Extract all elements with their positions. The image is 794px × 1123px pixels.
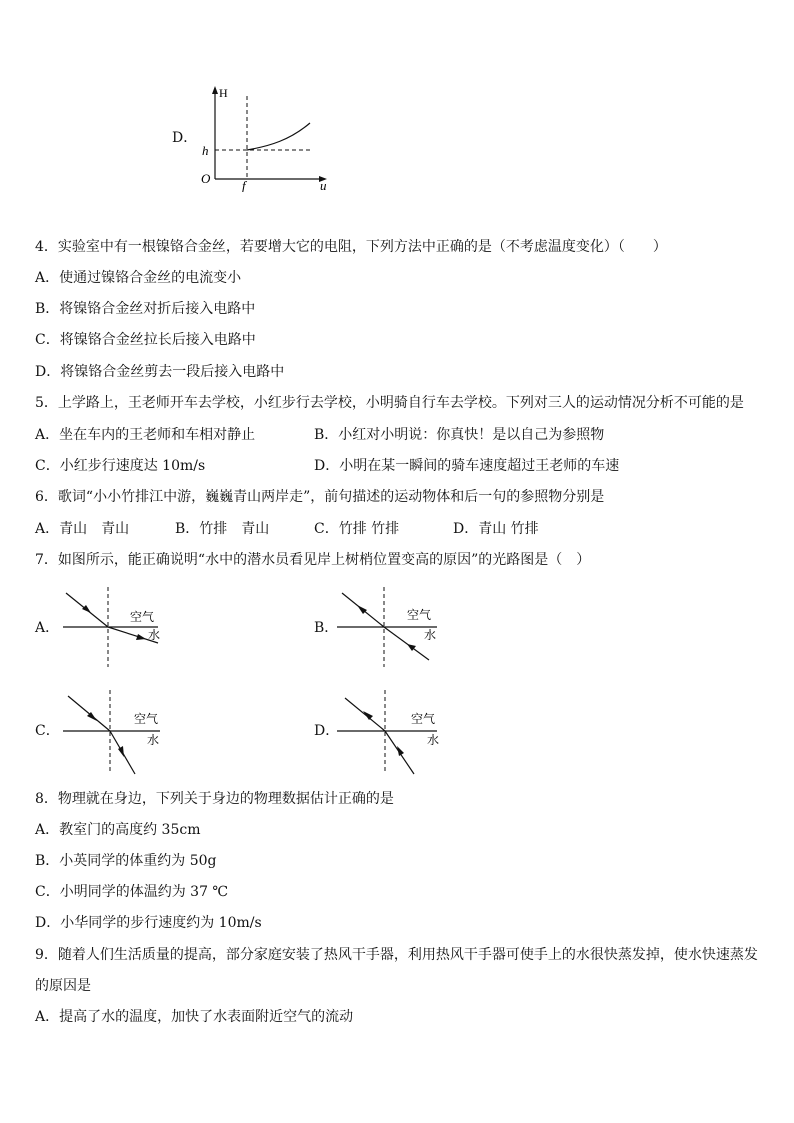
water-label: 水 bbox=[147, 733, 160, 747]
refracted-ray bbox=[345, 698, 385, 731]
q7-stem: 7．如图所示，能正确说明“水中的潜水员看见岸上树梢位置变高的原因”的光路图是（ ） bbox=[35, 552, 591, 568]
q4-option-b: B．将镍铬合金丝对折后接入电路中 bbox=[35, 301, 256, 317]
q8-option-d: D．小华同学的步行速度约为 10m/s bbox=[35, 915, 262, 931]
q4-option-d: D．将镍铬合金丝剪去一段后接入电路中 bbox=[35, 364, 285, 380]
graph-h-label: h bbox=[202, 143, 209, 158]
q9-stem-line1: 9．随着人们生活质量的提高，部分家庭安装了热风干手器，利用热风干手器可使手上的水很快蒸发掉，使水快速蒸发 bbox=[35, 947, 758, 963]
q6-stem: 6．歌词“小小竹排江中游，巍巍青山两岸走”，前句描述的运动物体和后一句的参照物分别是 bbox=[35, 489, 605, 505]
q6-option-d: D．青山 竹排 bbox=[453, 521, 539, 537]
ray-arrow bbox=[136, 634, 146, 640]
graph-curve bbox=[247, 123, 310, 150]
q4-stem: 4．实验室中有一根镍铬合金丝，若要增大它的电阻，下列方法中正确的是（不考虑温度变化）（ ） bbox=[35, 239, 667, 255]
q5-option-b: B．小红对小明说：你真快！是以自己为参照物 bbox=[314, 427, 605, 443]
ray-arrow bbox=[118, 746, 124, 757]
air-label: 空气 bbox=[407, 608, 432, 622]
graph-y-arrow bbox=[212, 86, 218, 94]
air-label: 空气 bbox=[411, 712, 436, 726]
q4-option-a: A．使通过镍铬合金丝的电流变小 bbox=[35, 270, 242, 286]
q7-diagram-b bbox=[337, 585, 447, 670]
graph-y-label: H bbox=[219, 86, 228, 100]
q7-diagram-c bbox=[60, 688, 170, 778]
q6-option-b: B．竹排 青山 bbox=[175, 521, 270, 537]
incident-ray bbox=[384, 627, 429, 660]
q8-option-b: B．小英同学的体重约为 50g bbox=[35, 853, 217, 869]
graph-d-chart bbox=[195, 82, 335, 192]
q7-label-d: D． bbox=[314, 723, 340, 739]
graph-f-label: f bbox=[242, 178, 246, 192]
q7-diagram-a bbox=[58, 585, 168, 670]
q5-option-d: D．小明在某一瞬间的骑车速度超过王老师的车速 bbox=[314, 458, 620, 474]
incident-ray bbox=[68, 696, 110, 731]
air-label: 空气 bbox=[130, 610, 155, 624]
q8-stem: 8．物理就在身边，下列关于身边的物理数据估计正确的是 bbox=[35, 791, 394, 807]
q4-option-c: C．将镍铬合金丝拉长后接入电路中 bbox=[35, 332, 256, 348]
q7-label-b: B． bbox=[314, 620, 339, 636]
q5-stem: 5．上学路上，王老师开车去学校，小红步行去学校，小明骑自行车去学校。下列对三人的运动情况分析不可能的是 bbox=[35, 395, 744, 411]
q5-option-a: A．坐在车内的王老师和车相对静止 bbox=[35, 427, 256, 443]
q6-option-a: A．青山 青山 bbox=[35, 521, 130, 537]
water-label: 水 bbox=[148, 628, 161, 642]
water-label: 水 bbox=[424, 628, 437, 642]
ray-arrow bbox=[397, 746, 404, 756]
q6-option-c: C．竹排 竹排 bbox=[314, 521, 400, 537]
graph-d-label: D． bbox=[172, 130, 198, 146]
q9-option-a: A．提高了水的温度，加快了水表面附近空气的流动 bbox=[35, 1009, 354, 1025]
air-label: 空气 bbox=[134, 712, 159, 726]
ray-arrow bbox=[82, 605, 91, 613]
q8-option-c: C．小明同学的体温约为 37 ℃ bbox=[35, 884, 229, 900]
graph-origin-label: O bbox=[201, 171, 211, 186]
ray-arrow bbox=[363, 711, 373, 720]
q7-label-a: A． bbox=[35, 620, 60, 636]
q7-diagram-d bbox=[337, 688, 447, 778]
water-label: 水 bbox=[427, 733, 440, 747]
q9-stem-line2: 的原因是 bbox=[35, 978, 91, 994]
q8-option-a: A．教室门的高度约 35cm bbox=[35, 822, 201, 838]
q5-option-c: C．小红步行速度达 10m/s bbox=[35, 458, 206, 474]
graph-x-label: u bbox=[320, 178, 327, 192]
q7-label-c: C． bbox=[35, 723, 60, 739]
